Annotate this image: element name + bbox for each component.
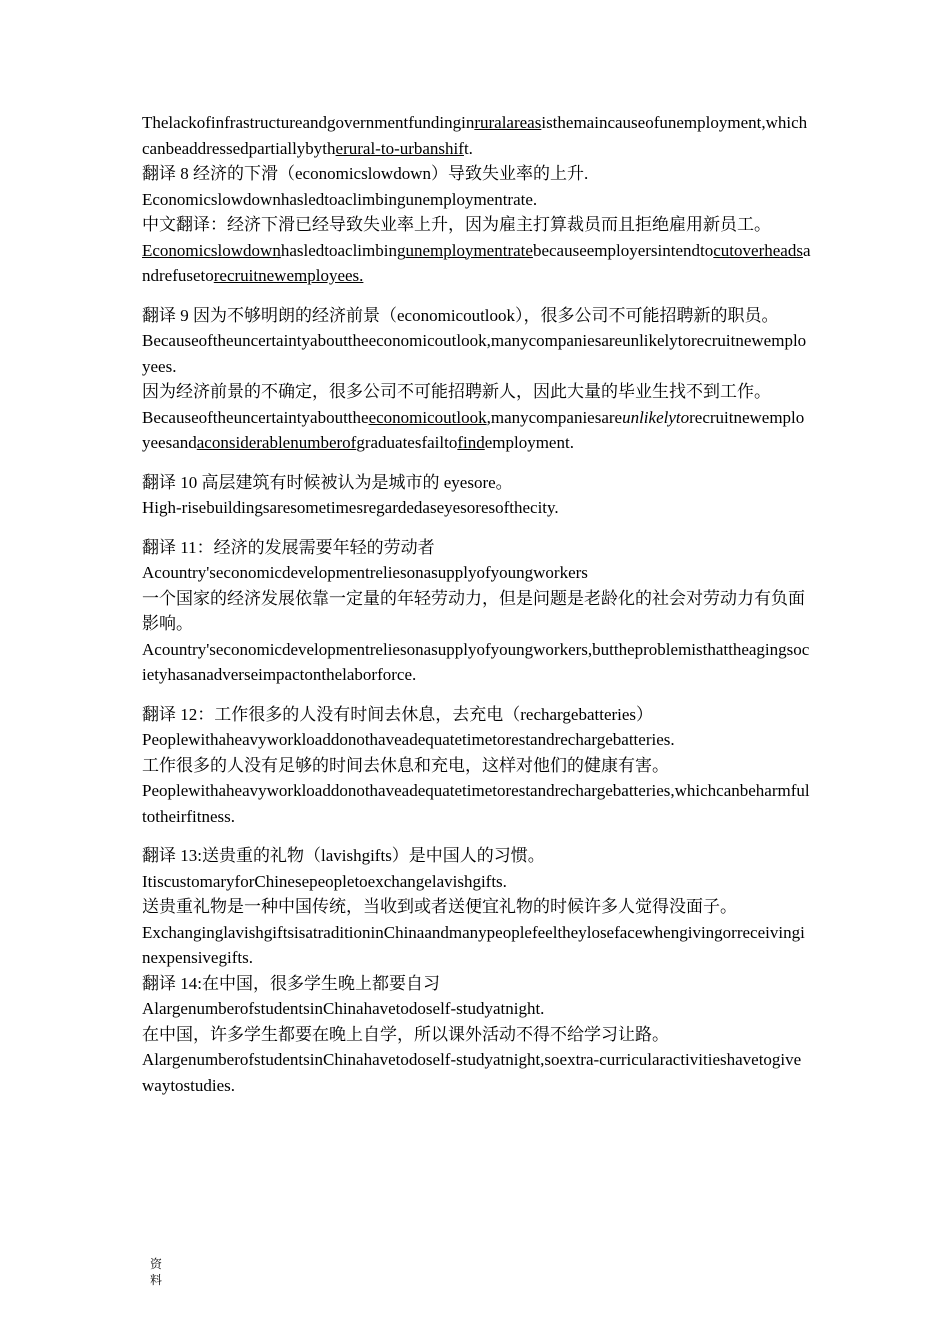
text-line — [142, 920, 812, 971]
text-line — [142, 303, 812, 329]
text-segment: hasledtoaclimbing — [280, 240, 406, 260]
text-segment: recruitnewemployeesand — [142, 407, 805, 452]
text-segment: 在中国，许多学生都要在晚上自学，所以课外活动不得不给学习让路。 — [142, 1024, 669, 1044]
text-segment: 中文翻译：经济下滑已经导致失业率上升，因为雇主打算裁员而且拒绝雇用新员工。 — [142, 215, 771, 234]
paragraph-block-t14 — [142, 971, 812, 1099]
text-segment: 翻译 14:在中国，很多学生晚上都要自习 — [142, 973, 440, 993]
text-segment: t. — [463, 138, 473, 158]
text-line — [142, 1022, 812, 1048]
text-segment: employment. — [484, 433, 574, 452]
text-line — [142, 637, 812, 688]
text-segment: 因为经济前景的不确定，很多公司不可能招聘新人，因此大量的毕业生找不到工作。 — [142, 382, 771, 401]
underlined-phrase: economicoutlook — [368, 407, 487, 427]
text-line — [142, 379, 812, 405]
underlined-phrase: find — [457, 433, 485, 452]
text-segment: AlargenumberofstudentsinChinahavetodoself-studyatnight. — [142, 999, 545, 1018]
text-segment: 送贵重礼物是一种中国传统，当收到或者送便宜礼物的时候许多人觉得没面子。 — [142, 897, 737, 916]
text-segment: ,manycompaniesare — [486, 407, 623, 427]
text-line — [142, 187, 812, 213]
text-line — [142, 161, 812, 187]
underlined-phrase: aconsiderablenumberof — [196, 433, 357, 452]
text-segment: 一个国家的经济发展依靠一定量的年轻劳动力，但是问题是老龄化的社会对劳动力有负面影响。 — [142, 588, 805, 633]
text-line — [142, 328, 812, 379]
text-segment: Thelackofinfrastructureandgovernmentfundingin — [142, 113, 475, 132]
text-line — [142, 869, 812, 895]
italic-phrase: unlikelyto — [622, 407, 690, 427]
paragraph-block-t11 — [142, 535, 812, 688]
text-segment: andrefuseto — [142, 240, 811, 285]
text-segment: 翻译 8 经济的下滑（economicslowdown）导致失业率的上升. — [142, 164, 589, 183]
text-segment: 翻译 13:送贵重的礼物（lavishgifts）是中国人的习惯。 — [142, 846, 545, 865]
text-line — [142, 212, 812, 238]
text-segment: Acountry'seconomicdevelopmentreliesonasupplyofyoungworkers — [142, 563, 588, 582]
underlined-phrase: recruitnewemployees. — [213, 266, 364, 285]
underlined-phrase: cutoverheads — [713, 240, 803, 260]
text-line — [142, 996, 812, 1022]
text-line — [142, 586, 812, 637]
text-line — [142, 238, 812, 289]
text-line — [142, 894, 812, 920]
text-line — [142, 560, 812, 586]
text-line — [142, 753, 812, 779]
text-segment: 翻译 12：工作很多的人没有时间去休息，去充电（rechargebatteries） — [142, 704, 654, 724]
text-line — [142, 495, 812, 521]
page-footer-label: 资料 — [150, 1257, 163, 1287]
text-segment: becauseemployersintendto — [532, 240, 714, 260]
text-segment: graduatesfailto — [356, 433, 458, 452]
text-segment: 翻译 9 因为不够明朗的经济前景（economicoutlook），很多公司不可能招聘新的职员。 — [142, 305, 779, 325]
text-line — [142, 470, 812, 496]
text-line — [142, 778, 812, 829]
text-segment: 翻译 10 高层建筑有时候被认为是城市的 eyesore。 — [142, 472, 513, 492]
text-segment: Economicslowdownhasledtoaclimbingunemploymentrate. — [142, 189, 538, 209]
paragraph-block-t10 — [142, 470, 812, 521]
text-segment: Peoplewithaheavyworkloaddonothaveadequatetimetorestandrechargebatteries,whichcanbeharmfultotheirfitness. — [142, 781, 810, 826]
text-segment: 翻译 11：经济的发展需要年轻的劳动者 — [142, 537, 435, 557]
text-segment: Becauseoftheuncertaintyaboutthe — [142, 407, 369, 427]
text-segment: AlargenumberofstudentsinChinahavetodoself-studyatnight,soextra-curricularactivitieshavetogivewaytostudies. — [142, 1050, 802, 1095]
text-line — [142, 110, 812, 161]
text-line — [142, 405, 812, 456]
text-segment: isthemaincauseofunemployment,whichcanbeaddressedpartiallybyth — [142, 113, 808, 158]
text-segment: ExchanginglavishgiftsisatraditioninChinaandmanypeoplefeeltheylosefacewhengivingorreceivinginexpensivegifts. — [142, 922, 805, 967]
underlined-phrase: Economicslowdown — [142, 240, 281, 260]
text-line — [142, 971, 812, 997]
text-segment: ItiscustomaryforChinesepeopletoexchangelavishgifts. — [142, 871, 507, 891]
text-line — [142, 843, 812, 869]
text-line — [142, 535, 812, 561]
paragraph-block-t12 — [142, 702, 812, 830]
text-segment: High-risebuildingsaresometimesregardedaseyesoresofthecity. — [142, 498, 559, 517]
text-segment: Acountry'seconomicdevelopmentreliesonasupplyofyoungworkers,buttheproblemisthattheagingsocietyhasanadverseimpactonthelaborforce. — [142, 639, 810, 684]
underlined-phrase: ruralareas — [474, 113, 542, 132]
translation-content — [142, 110, 812, 1098]
text-segment: Peoplewithaheavyworkloaddonothaveadequatetimetorestandrechargebatteries. — [142, 730, 675, 749]
text-line — [142, 1047, 812, 1098]
underlined-phrase: erural-to-urbanshif — [335, 138, 464, 158]
paragraph-block-p7-answer — [142, 110, 812, 161]
paragraph-block-t8 — [142, 161, 812, 289]
paragraph-block-t13 — [142, 843, 812, 971]
text-segment: Becauseoftheuncertaintyabouttheeconomicoutlook,manycompaniesareunlikelytorecruitnewemployees. — [142, 331, 807, 376]
text-line — [142, 702, 812, 728]
text-line — [142, 727, 812, 753]
underlined-phrase: unemploymentrate — [405, 240, 533, 260]
text-segment: 工作很多的人没有足够的时间去休息和充电，这样对他们的健康有害。 — [142, 755, 669, 775]
paragraph-block-t9 — [142, 303, 812, 456]
